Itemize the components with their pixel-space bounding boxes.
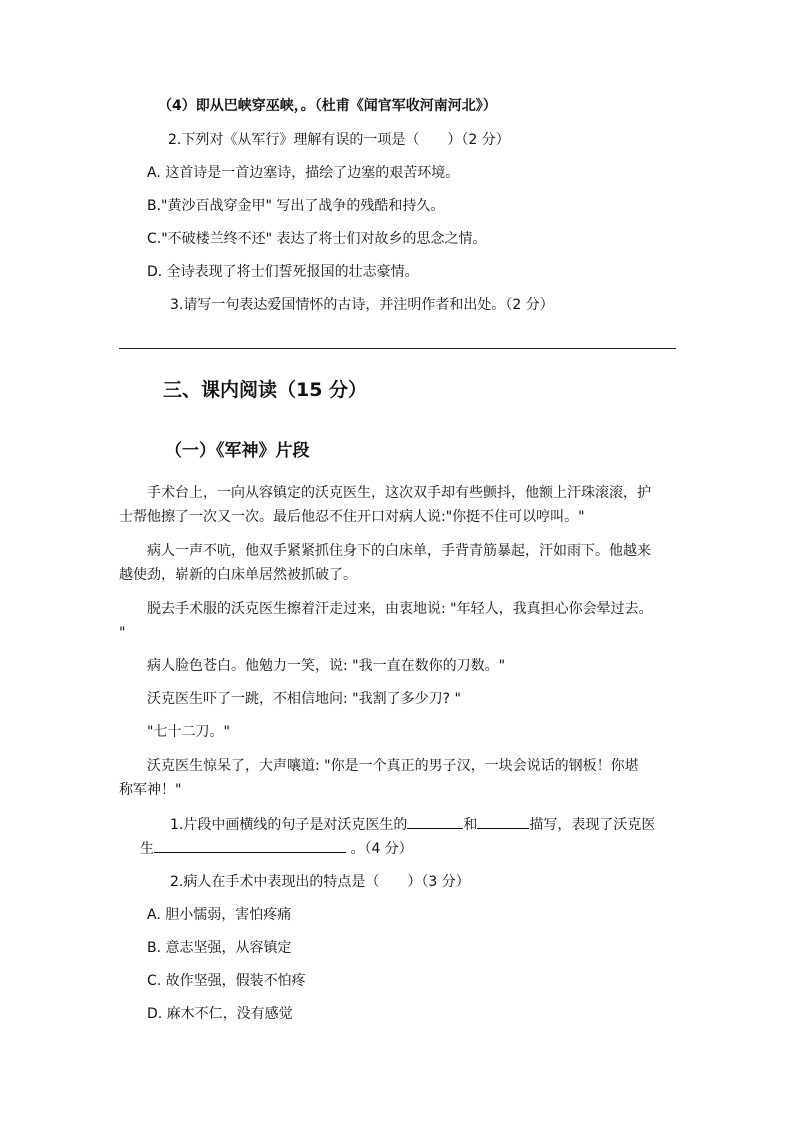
passage-line: 脱去手术服的沃克医生擦着汗走过来，由衷地说: "年轻人，我真担心你会晕过去。 (147, 601, 653, 617)
passage-line: 称军神！" (119, 782, 182, 798)
option-b: B. 意志坚强，从容镇定 (147, 940, 292, 956)
section-divider (119, 348, 676, 349)
passage-line: 士帮他擦了一次又一次。最后他忍不住开口对病人说:"你挺不住可以哼叫。" (119, 509, 585, 525)
fill-text: 1.片段中画横线的句子是对沃克医生的 (170, 817, 408, 833)
section-title: 三、课内阅读（15 分） (163, 379, 368, 401)
question-2-stem: 2.下列对《从军行》理解有误的一项是（ ）（2 分） (168, 132, 510, 148)
choice-question-2: 2.病人在手术中表现出的特点是（ ）（3 分） (170, 874, 470, 890)
fill-text: 。（4 分） (346, 841, 413, 857)
fill-text: 描写，表现了沃克医 (529, 817, 656, 833)
fill-question-1-cont (140, 838, 413, 859)
option-c: C."不破楼兰终不还" 表达了将士们对故乡的思念之情。 (147, 231, 487, 247)
passage-line: 手术台上，一向从容镇定的沃克医生，这次双手却有些颤抖，他额上汗珠滚滚，护 (147, 485, 651, 501)
passage-line: 沃克医生吓了一跳，不相信地问: "我割了多少刀? " (147, 691, 461, 707)
passage-line: " (119, 625, 126, 641)
option-a: A. 胆小懦弱，害怕疼痛 (147, 907, 292, 923)
option-d: D. 全诗表现了将士们誓死报国的壮志豪情。 (147, 264, 419, 280)
answer-blank[interactable] (477, 814, 529, 829)
fill-text: 和 (463, 817, 478, 833)
option-d: D. 麻木不仁，没有感觉 (147, 1006, 293, 1022)
passage-line: 病人一声不吭，他双手紧紧抓住身下的白床单，手背青筋暴起，汗如雨下。他越来 (147, 543, 651, 559)
option-b: B."黄沙百战穿金甲" 写出了战争的残酷和持久。 (147, 198, 445, 214)
fill-question-1 (170, 814, 655, 835)
passage-line: 病人脸色苍白。他勉力一笑，说: "我一直在数你的刀数。" (147, 658, 506, 674)
option-a: A. 这首诗是一首边塞诗，描绘了边塞的艰苦环境。 (147, 165, 460, 181)
passage-line: 沃克医生惊呆了，大声嚷道: "你是一个真正的男子汉，一块会说话的钢板！你堪 (147, 758, 639, 774)
answer-blank[interactable] (154, 838, 346, 853)
option-c: C. 故作坚强，假装不怕疼 (147, 973, 306, 989)
answer-blank[interactable] (407, 814, 463, 829)
subsection-title: （一）《军神》片段 (165, 441, 310, 461)
question-3: 3.请写一句表达爱国情怀的古诗，并注明作者和出处。（2 分） (170, 297, 554, 313)
passage-line: "七十二刀。" (147, 724, 230, 740)
question-4-line: （4）即从巴峡穿巫峡，。（杜甫《闻官军收河南河北》） (158, 98, 497, 114)
fill-text: 生 (140, 841, 154, 857)
passage-line: 越使劲，崭新的白床单居然被抓破了。 (119, 567, 357, 583)
